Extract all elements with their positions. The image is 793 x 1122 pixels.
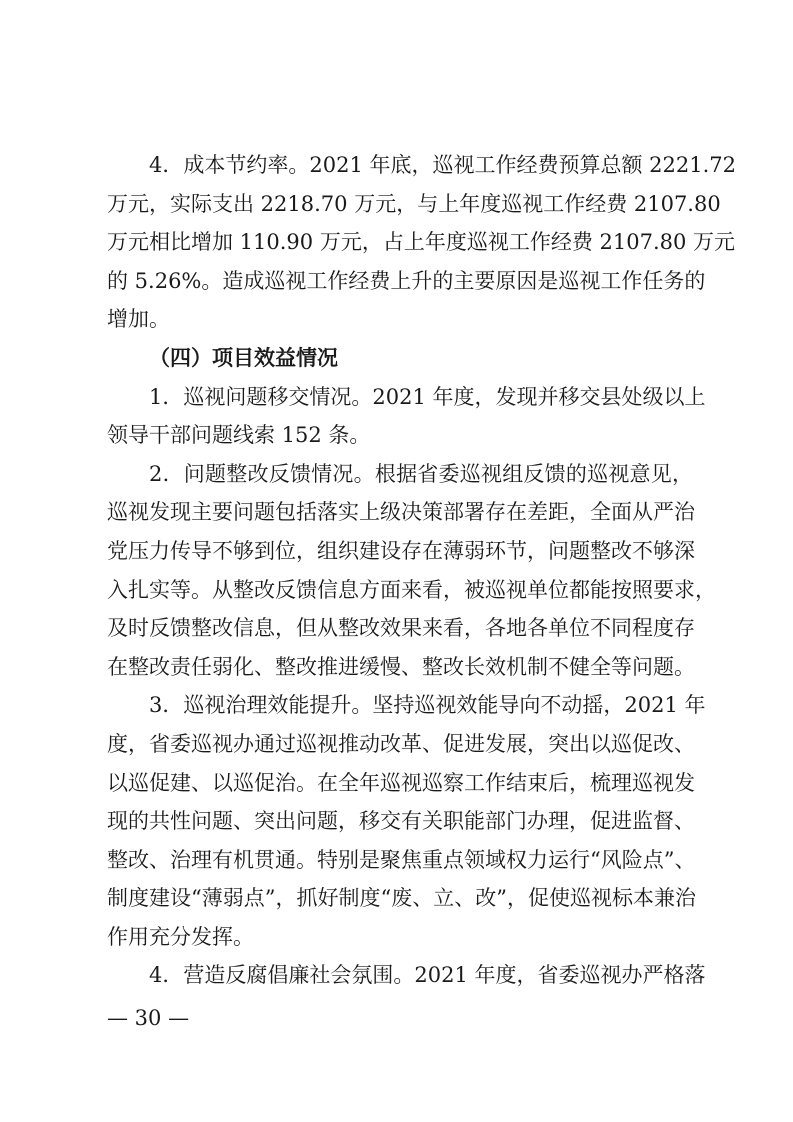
paragraph-line: 2．问题整改反馈情况。根据省委巡视组反馈的巡视意见， bbox=[149, 461, 693, 486]
paragraph-line: 增加。 bbox=[107, 307, 170, 332]
paragraph-line: 万元，实际支出 2218.70 万元，与上年度巡视工作经费 2107.80 bbox=[107, 191, 721, 216]
paragraph-line: 作用充分发挥。 bbox=[107, 924, 254, 949]
paragraph-line: 4．营造反腐倡廉社会氛围。2021 年度，省委巡视办严格落 bbox=[149, 963, 706, 988]
paragraph-line: 整改、治理有机贯通。特别是聚焦重点领域权力运行“风险点”、 bbox=[107, 847, 696, 872]
paragraph-line: 万元相比增加 110.90 万元，占上年度巡视工作经费 2107.80 万元 bbox=[107, 230, 736, 255]
paragraph-line: 在整改责任弱化、整改推进缓慢、整改长效机制不健全等问题。 bbox=[107, 654, 695, 679]
paragraph-line: 的 5.26%。造成巡视工作经费上升的主要原因是巡视工作任务的 bbox=[107, 268, 706, 293]
paragraph-line: 3．巡视治理效能提升。坚持巡视效能导向不动摇，2021 年 bbox=[149, 693, 706, 718]
paragraph-line: 及时反馈整改信息，但从整改效果来看，各地各单位不同程度存 bbox=[107, 616, 695, 641]
paragraph-line: 度，省委巡视办通过巡视推动改革、促进发展，突出以巡促改、 bbox=[107, 731, 695, 756]
section-heading: （四）项目效益情况 bbox=[149, 344, 338, 370]
paragraph-line: 入扎实等。从整改反馈信息方面来看，被巡视单位都能按照要求， bbox=[107, 577, 716, 602]
page-number: — 30 — bbox=[107, 1006, 190, 1030]
paragraph-line: 现的共性问题、突出问题，移交有关职能部门办理，促进监督、 bbox=[107, 809, 695, 834]
paragraph-line: 制度建设“薄弱点”，抓好制度“废、立、改”，促使巡视标本兼治 bbox=[107, 886, 696, 911]
paragraph-line: 1．巡视问题移交情况。2021 年度，发现并移交县处级以上 bbox=[149, 384, 706, 409]
paragraph-line: 党压力传导不够到位，组织建设存在薄弱环节，问题整改不够深 bbox=[107, 538, 695, 563]
paragraph-line: 巡视发现主要问题包括落实上级决策部署存在差距，全面从严治 bbox=[107, 500, 695, 525]
document-body bbox=[107, 146, 736, 995]
paragraph-line: 领导干部问题线索 152 条。 bbox=[107, 423, 371, 448]
paragraph-line: 4．成本节约率。2021 年底，巡视工作经费预算总额 2221.72 bbox=[149, 153, 736, 177]
paragraph-line: 以巡促建、以巡促治。在全年巡视巡察工作结束后，梳理巡视发 bbox=[107, 770, 695, 795]
